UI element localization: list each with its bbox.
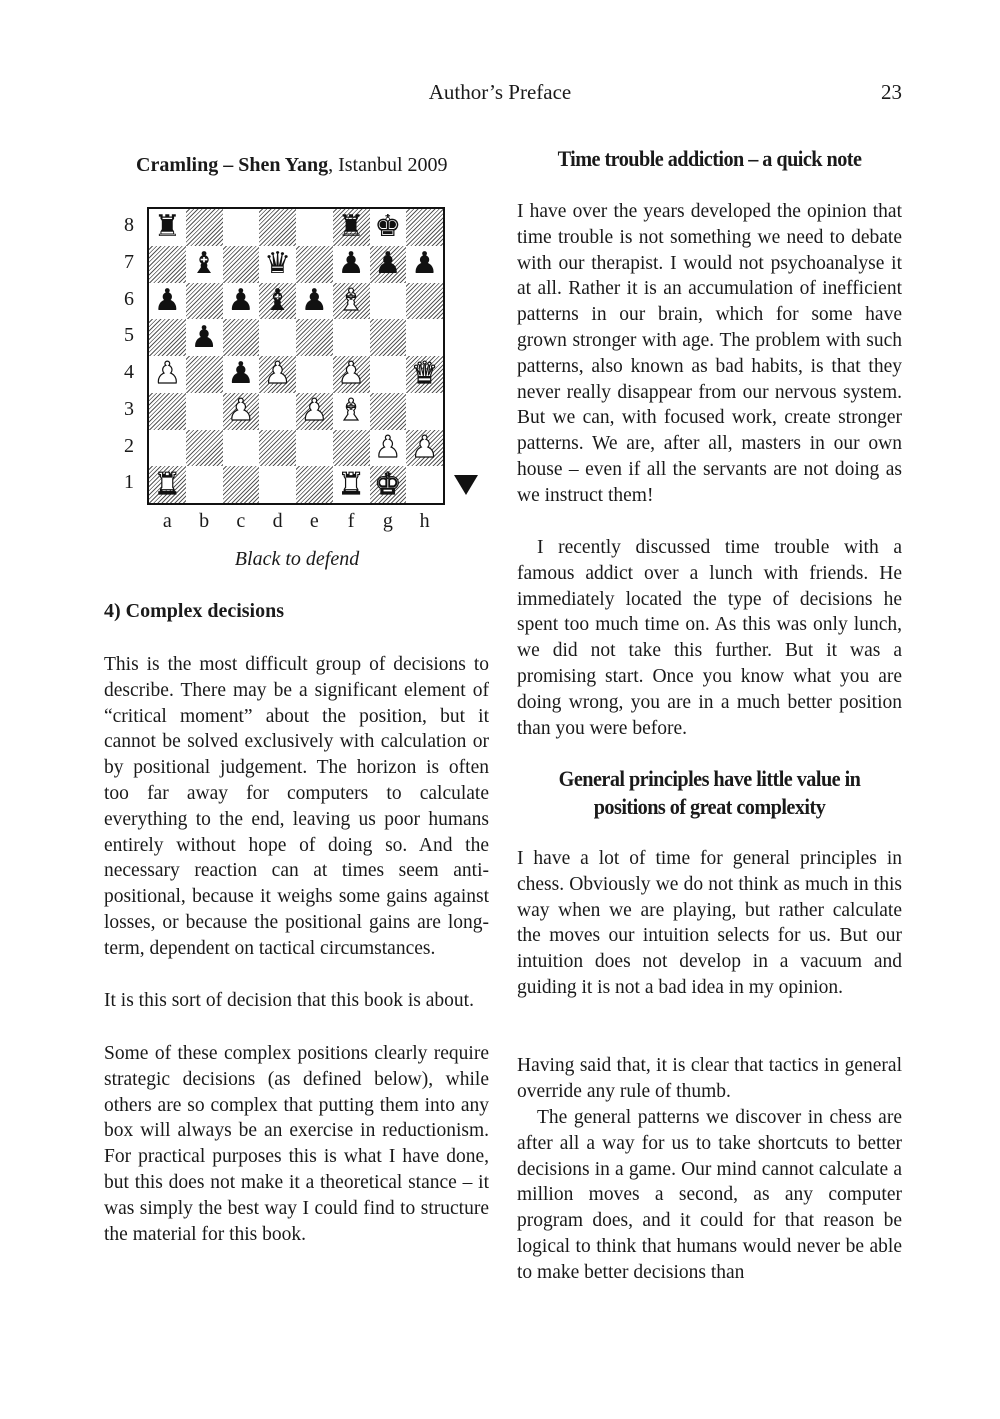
square-b8 [186,209,223,246]
square-h2 [406,430,443,467]
black-queen-icon: ♛ [264,246,292,282]
square-c4 [223,356,260,393]
square-h1 [406,466,443,503]
square-h4 [406,356,443,393]
square-g3 [370,393,407,430]
chess-diagram [118,205,488,545]
square-d3 [259,393,296,430]
square-b6 [186,283,223,320]
square-b7 [186,246,223,283]
heading-line: positions of great complexity [593,794,826,819]
square-g6 [370,283,407,320]
white-king-icon: ♚ [374,466,402,502]
paragraph: I have a lot of time for general principles in chess. Obviously we do not think as much in this way when we are playing, but rather calculate the moves our intuition selects for us. But our intuition does not develop in a vacuum and guiding it is not a bad idea in my opinion. [517,848,902,998]
square-b4 [186,356,223,393]
square-a3 [149,393,186,430]
white-pawn-icon: ♟ [300,393,328,429]
square-d7 [259,246,296,283]
rank-label: 6 [124,287,134,310]
section-heading-general-principles [532,765,886,821]
square-b3 [186,393,223,430]
game-players: Cramling – Shen Yang [136,154,329,176]
square-c8 [223,209,260,246]
paragraph: Some of these complex positions clearly require strategic decisions (as defined below), while others are so complex that putting them into any box will always be an exercise in reductionism. For practical purposes this is what I have done, but this does not make it a theoretical stance – it was simply the best way I could find to structure the material for this book. [104,1043,489,1245]
square-g2 [370,430,407,467]
black-pawn-icon: ♟ [337,246,365,282]
rank-label: 8 [124,214,134,236]
rank-label: 1 [124,471,134,494]
running-title: Author’s Preface [428,80,572,104]
black-pawn-icon: ♟ [190,319,218,355]
file-label: g [382,510,393,532]
square-a2 [149,430,186,467]
white-pawn-icon: ♟ [264,356,292,392]
square-e1 [296,466,333,503]
file-label: e [309,510,319,532]
paragraph: It is this sort of decision that this book is about. [104,990,474,1011]
white-pawn-icon: ♟ [153,356,181,392]
game-event: , Istanbul 2009 [328,154,448,176]
square-c7 [223,246,260,283]
white-pawn-icon: ♟ [337,356,365,392]
black-pawn-icon: ♟ [374,246,402,282]
square-b1 [186,466,223,503]
square-a4 [149,356,186,393]
paragraph: This is the most difficult group of decisions to describe. There may be a significant element of “critical moment” about the position, but it cannot be solved exclusively with calculation or by positional judgement. The horizon is often too far away for computers to calculate everything to the end, leaving us poor humans entirely without hope of doing so. And the necessary reaction can at times seem anti-positional, because it weighs some gains against losses, or because the positional gains are long-term, dependent on tactical circumstances. [104,654,489,959]
white-rook-icon: ♜ [337,466,365,502]
black-pawn-icon: ♟ [411,246,439,282]
black-pawn-icon: ♟ [300,282,328,318]
square-a6 [149,283,186,320]
section-heading-complex-decisions: 4) Complex decisions [104,600,284,622]
square-h7 [406,246,443,283]
game-header [136,154,496,177]
square-f6 [333,283,370,320]
rank-label: 5 [124,324,134,347]
square-h8 [406,209,443,246]
file-label: h [419,510,430,532]
square-c3 [223,393,260,430]
square-e7 [296,246,333,283]
square-c1 [223,466,260,503]
black-rook-icon: ♜ [153,209,181,245]
file-label: f [347,510,355,532]
square-a7 [149,246,186,283]
square-f2 [333,430,370,467]
square-f1 [333,466,370,503]
square-a5 [149,319,186,356]
square-h6 [406,283,443,320]
square-e5 [296,319,333,356]
paragraph: I have over the years developed the opinion that time trouble is not something we need to debate with our therapist. I would not psychoanalyse it at all. Rather it is an accumulation of inefficient patterns in our brain, which for some have grown stronger with age. The problem with such patterns, also known as bad habits, is that they never really disappear from our nervous system. But we can, with focused work, create stronger patterns. We are, after all, masters in our own house – even if all the servants are not doing as we instruct them! [517,201,902,506]
file-labels [149,510,443,536]
square-f5 [333,319,370,356]
square-a1 [149,466,186,503]
rank-label: 2 [124,434,134,457]
square-e4 [296,356,333,393]
square-b2 [186,430,223,467]
square-d2 [259,430,296,467]
white-bishop-icon: ♝ [337,282,365,318]
rank-labels [118,207,140,501]
square-f4 [333,356,370,393]
black-to-move-triangle-icon [454,475,478,495]
black-bishop-icon: ♝ [264,282,292,318]
square-g5 [370,319,407,356]
square-e6 [296,283,333,320]
black-bishop-icon: ♝ [190,246,218,282]
square-d1 [259,466,296,503]
black-king-icon: ♚ [374,209,402,245]
paragraph: Having said that, it is clear that tactics in general override any rule of thumb. [517,1055,902,1102]
black-pawn-icon: ♟ [227,282,255,318]
white-pawn-icon: ♟ [374,429,402,465]
file-label: d [272,510,283,532]
file-label: a [162,510,172,532]
square-e3 [296,393,333,430]
file-label: b [199,510,210,532]
section-heading-time-trouble: Time trouble addiction – a quick note [557,146,862,171]
square-b5 [186,319,223,356]
square-e2 [296,430,333,467]
square-h5 [406,319,443,356]
square-e8 [296,209,333,246]
square-f7 [333,246,370,283]
square-h3 [406,393,443,430]
black-pawn-icon: ♟ [153,282,181,318]
diagram-caption: Black to defend [234,548,360,570]
white-pawn-icon: ♟ [411,429,439,465]
file-label: c [236,510,246,532]
white-pawn-icon: ♟ [227,393,255,429]
paragraph: I recently discussed time trouble with a famous addict over a lunch with friends. He immediately located the type of decisions he spent too much time on. As this was only lunch, we did not take this further. But it was a promising start. Once you know what you are doing wrong, you are in a much better position than you were before. [517,537,902,739]
white-rook-icon: ♜ [153,466,181,502]
square-g4 [370,356,407,393]
black-pawn-icon: ♟ [227,356,255,392]
square-a8 [149,209,186,246]
square-d5 [259,319,296,356]
square-d4 [259,356,296,393]
square-c2 [223,430,260,467]
square-f8 [333,209,370,246]
square-d8 [259,209,296,246]
square-g1 [370,466,407,503]
square-g7 [370,246,407,283]
page-number: 23 [881,80,902,104]
black-rook-icon: ♜ [337,209,365,245]
square-d6 [259,283,296,320]
white-queen-icon: ♛ [411,356,439,392]
square-c5 [223,319,260,356]
white-bishop-icon: ♝ [337,393,365,429]
running-head [0,80,1000,110]
rank-label: 7 [124,250,134,273]
paragraph: The general patterns we discover in chess are after all a way for us to take shortcuts to better decisions in a game. Our mind cannot calculate a million moves a second, as any computer program does, and it could for that reason be logical to think that humans would never be able to make better decisions than [517,1107,902,1283]
heading-line: General principles have little value in [558,766,861,791]
rank-label: 4 [124,361,134,383]
square-f3 [333,393,370,430]
chess-board [147,207,445,505]
square-c6 [223,283,260,320]
rank-label: 3 [124,397,134,420]
square-g8 [370,209,407,246]
